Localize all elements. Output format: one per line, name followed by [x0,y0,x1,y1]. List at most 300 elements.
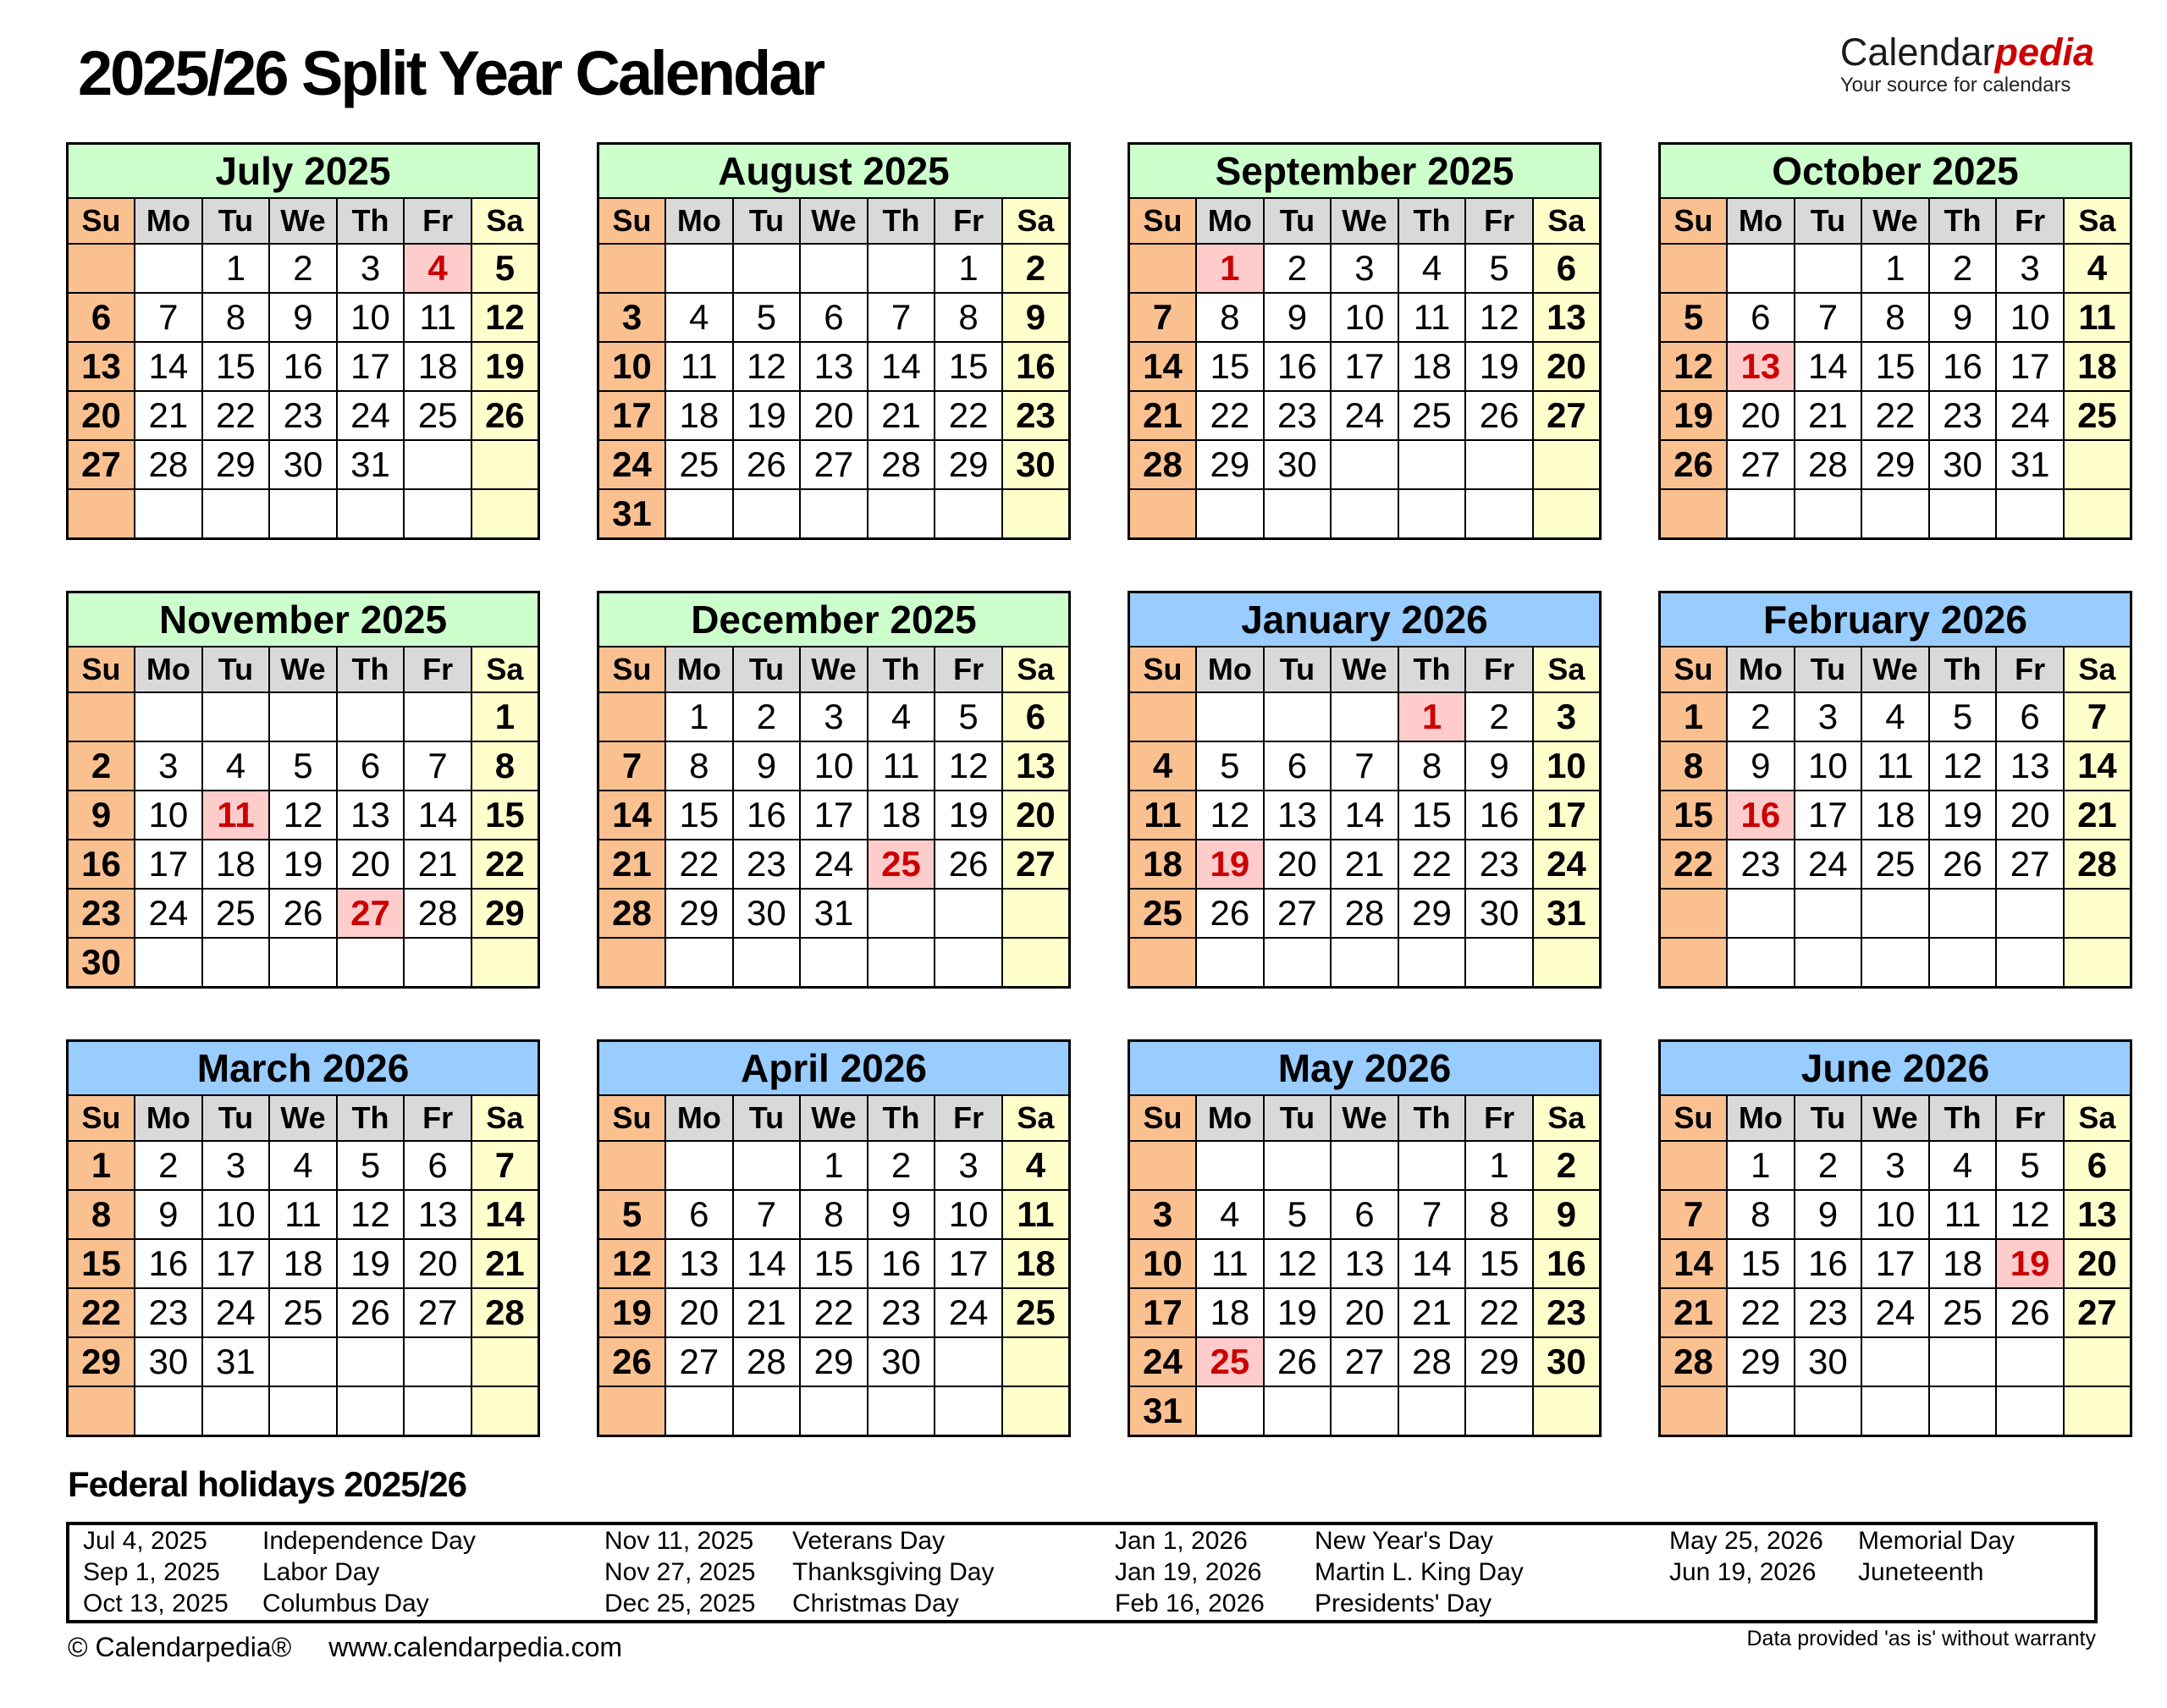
month-title: February 2026 [1660,592,2131,647]
weekday-header-fr: Fr [935,198,1002,244]
empty-day-cell [1996,1337,2064,1386]
day-cell: 16 [1264,342,1332,391]
holiday-date: Sep 1, 2025 [83,1557,220,1586]
day-cell: 7 [1795,293,1862,342]
weekday-header-mo: Mo [1196,647,1264,692]
day-cell: 14 [598,791,666,840]
day-cell: 8 [1727,1190,1795,1239]
empty-day-cell [1861,489,1929,539]
day-cell: 28 [1129,440,1197,489]
day-cell: 11 [1861,741,1929,791]
holiday-day-cell: 1 [1196,244,1264,293]
day-cell: 14 [733,1239,801,1288]
day-cell: 18 [202,840,270,889]
day-cell: 7 [733,1190,801,1239]
day-cell: 14 [135,342,202,391]
day-cell: 19 [598,1288,666,1337]
day-cell: 22 [68,1288,135,1337]
empty-day-cell [1196,938,1264,988]
empty-day-cell [935,1337,1002,1386]
day-cell: 17 [935,1239,1002,1288]
day-cell: 2 [1795,1141,1862,1190]
day-cell: 7 [1660,1190,1728,1239]
weekday-header-tu: Tu [202,198,270,244]
empty-day-cell [1727,889,1795,938]
day-cell: 8 [1196,293,1264,342]
day-cell: 19 [733,391,801,440]
day-cell: 29 [471,889,539,938]
day-cell: 19 [1465,342,1533,391]
day-cell: 28 [1331,889,1398,938]
day-cell: 26 [471,391,539,440]
weekday-header-th: Th [1398,1095,1466,1141]
day-cell: 10 [337,293,405,342]
day-cell: 5 [598,1190,666,1239]
empty-day-cell [1002,938,1070,988]
weekday-header-th: Th [1929,647,1997,692]
day-cell: 7 [1331,741,1398,791]
weekday-header-fr: Fr [1465,647,1533,692]
day-cell: 8 [1398,741,1466,791]
day-cell: 18 [665,391,733,440]
day-cell: 11 [1129,791,1197,840]
empty-day-cell [1129,938,1197,988]
holiday-date: May 25, 2026 [1669,1526,1823,1555]
empty-day-cell [1533,489,1601,539]
day-cell: 6 [800,293,868,342]
day-cell: 30 [1002,440,1070,489]
holiday-day-cell: 1 [1398,692,1466,741]
day-cell: 30 [868,1337,935,1386]
day-cell: 9 [1727,741,1795,791]
day-cell: 17 [1129,1288,1197,1337]
day-cell: 7 [598,741,666,791]
day-cell: 10 [1795,741,1862,791]
day-cell: 28 [135,440,202,489]
day-cell: 29 [800,1337,868,1386]
day-cell: 15 [1660,791,1728,840]
weekday-header-we: We [1861,1095,1929,1141]
day-cell: 12 [471,293,539,342]
day-cell: 5 [471,244,539,293]
day-cell: 21 [471,1239,539,1288]
day-cell: 26 [1996,1288,2064,1337]
weekday-header-su: Su [68,647,135,692]
empty-day-cell [1196,1386,1264,1436]
month-calendar-february-2026 [1658,591,2132,989]
empty-day-cell [1196,1141,1264,1190]
month-calendar-june-2026 [1658,1039,2132,1437]
day-cell: 17 [1996,342,2064,391]
day-cell: 7 [1398,1190,1466,1239]
month-calendar-july-2025 [66,142,540,540]
day-cell: 23 [1929,391,1997,440]
day-cell: 26 [1929,840,1997,889]
day-cell: 28 [1398,1337,1466,1386]
months-grid [66,142,2132,1437]
day-cell: 31 [1996,440,2064,489]
empty-day-cell [665,489,733,539]
day-cell: 30 [269,440,337,489]
day-cell: 4 [1129,741,1197,791]
day-cell: 10 [1996,293,2064,342]
day-cell: 20 [1727,391,1795,440]
holiday-name: Memorial Day [1858,1526,2015,1555]
weekday-header-fr: Fr [1465,198,1533,244]
day-cell: 27 [1996,840,2064,889]
empty-day-cell [1533,938,1601,988]
day-cell: 9 [733,741,801,791]
month-calendar-november-2025 [66,591,540,989]
day-cell: 20 [337,840,405,889]
day-cell: 26 [1465,391,1533,440]
day-cell: 1 [1660,692,1728,741]
empty-day-cell [1929,489,1997,539]
day-cell: 17 [135,840,202,889]
day-cell: 13 [2064,1190,2131,1239]
day-cell: 7 [471,1141,539,1190]
day-cell: 18 [1929,1239,1997,1288]
empty-day-cell [868,938,935,988]
weekday-header-th: Th [337,1095,405,1141]
weekday-header-sa: Sa [1533,198,1601,244]
weekday-header-th: Th [1929,1095,1997,1141]
empty-day-cell [471,1337,539,1386]
day-cell: 29 [1465,1337,1533,1386]
weekday-header-su: Su [1660,1095,1728,1141]
day-cell: 30 [68,938,135,988]
empty-day-cell [935,489,1002,539]
day-cell: 21 [2064,791,2131,840]
empty-day-cell [471,489,539,539]
day-cell: 28 [1795,440,1862,489]
empty-day-cell [800,1386,868,1436]
day-cell: 12 [337,1190,405,1239]
weekday-header-sa: Sa [1002,1095,1070,1141]
day-cell: 3 [202,1141,270,1190]
empty-day-cell [337,692,405,741]
day-cell: 22 [1660,840,1728,889]
day-cell: 1 [68,1141,135,1190]
month-calendar-october-2025 [1658,142,2132,540]
day-cell: 21 [1660,1288,1728,1337]
day-cell: 15 [800,1239,868,1288]
empty-day-cell [1795,489,1862,539]
day-cell: 26 [269,889,337,938]
day-cell: 15 [202,342,270,391]
day-cell: 29 [1861,440,1929,489]
empty-day-cell [404,938,471,988]
day-cell: 15 [665,791,733,840]
day-cell: 12 [269,791,337,840]
day-cell: 20 [1264,840,1332,889]
day-cell: 20 [1533,342,1601,391]
day-cell: 16 [1795,1239,1862,1288]
holiday-date [1656,1589,1858,1622]
day-cell: 25 [2064,391,2131,440]
day-cell: 23 [1533,1288,1601,1337]
empty-day-cell [868,889,935,938]
day-cell: 2 [1002,244,1070,293]
day-cell: 15 [1398,791,1466,840]
empty-day-cell [2064,1386,2131,1436]
logo-brand-red: pedia [1994,30,2094,74]
day-cell: 4 [1398,244,1466,293]
day-cell: 2 [135,1141,202,1190]
weekday-header-th: Th [868,198,935,244]
empty-day-cell [1929,1386,1997,1436]
day-cell: 10 [1533,741,1601,791]
holiday-name: Presidents' Day [1315,1590,1492,1618]
holiday-row [68,1523,2096,1556]
day-cell: 22 [800,1288,868,1337]
day-cell: 24 [935,1288,1002,1337]
weekday-header-sa: Sa [471,1095,539,1141]
day-cell: 26 [1660,440,1728,489]
empty-day-cell [598,1386,666,1436]
day-cell: 14 [471,1190,539,1239]
weekday-header-fr: Fr [404,647,471,692]
empty-day-cell [1331,1141,1398,1190]
day-cell: 12 [598,1239,666,1288]
day-cell: 9 [135,1190,202,1239]
day-cell: 11 [1002,1190,1070,1239]
day-cell: 28 [868,440,935,489]
day-cell: 20 [68,391,135,440]
day-cell: 23 [1002,391,1070,440]
day-cell: 23 [1465,840,1533,889]
empty-day-cell [1398,489,1466,539]
weekday-header-su: Su [1660,198,1728,244]
empty-day-cell [733,1141,801,1190]
weekday-header-tu: Tu [1264,198,1332,244]
day-cell: 16 [1929,342,1997,391]
empty-day-cell [135,938,202,988]
day-cell: 3 [1996,244,2064,293]
weekday-header-tu: Tu [733,1095,801,1141]
empty-day-cell [135,1386,202,1436]
empty-day-cell [1929,889,1997,938]
day-cell: 11 [868,741,935,791]
logo-tagline: Your source for calendars [1839,74,2071,97]
month-calendar-may-2026 [1128,1039,1602,1437]
holiday-name: Columbus Day [262,1590,429,1618]
empty-day-cell [1929,938,1997,988]
empty-day-cell [1196,692,1264,741]
weekday-header-tu: Tu [202,1095,270,1141]
day-cell: 8 [935,293,1002,342]
day-cell: 30 [1465,889,1533,938]
holiday-day-cell: 16 [1727,791,1795,840]
empty-day-cell [1465,938,1533,988]
day-cell: 4 [665,293,733,342]
weekday-header-su: Su [68,198,135,244]
day-cell: 5 [1660,293,1728,342]
day-cell: 12 [1929,741,1997,791]
day-cell: 4 [1861,692,1929,741]
empty-day-cell [471,1386,539,1436]
month-calendar-september-2025 [1128,142,1602,540]
day-cell: 23 [868,1288,935,1337]
empty-day-cell [68,692,135,741]
empty-day-cell [404,1386,471,1436]
day-cell: 27 [404,1288,471,1337]
empty-day-cell [68,1386,135,1436]
weekday-header-th: Th [337,198,405,244]
day-cell: 13 [1331,1239,1398,1288]
month-calendar-august-2025 [597,142,1071,540]
weekday-header-th: Th [1398,647,1466,692]
day-cell: 29 [1196,440,1264,489]
day-cell: 20 [665,1288,733,1337]
day-cell: 4 [1196,1190,1264,1239]
empty-day-cell [1660,1386,1728,1436]
day-cell: 6 [2064,1141,2131,1190]
holiday-date: Nov 11, 2025 [604,1526,754,1555]
weekday-header-fr: Fr [404,198,471,244]
holiday-day-cell: 11 [202,791,270,840]
empty-day-cell [202,692,270,741]
empty-day-cell [1795,889,1862,938]
empty-day-cell [1861,1337,1929,1386]
empty-day-cell [665,1386,733,1436]
empty-day-cell [800,938,868,988]
day-cell: 17 [598,391,666,440]
empty-day-cell [1331,692,1398,741]
day-cell: 19 [471,342,539,391]
day-cell: 22 [1861,391,1929,440]
empty-day-cell [665,244,733,293]
holiday-date: Jun 19, 2026 [1669,1557,1817,1586]
day-cell: 18 [1398,342,1466,391]
empty-day-cell [1002,1337,1070,1386]
day-cell: 14 [404,791,471,840]
weekday-header-th: Th [1398,198,1466,244]
day-cell: 26 [1196,889,1264,938]
day-cell: 21 [868,391,935,440]
day-cell: 8 [471,741,539,791]
day-cell: 11 [1196,1239,1264,1288]
empty-day-cell [471,938,539,988]
empty-day-cell [1331,938,1398,988]
day-cell: 16 [135,1239,202,1288]
day-cell: 30 [733,889,801,938]
month-title: January 2026 [1129,592,1601,647]
day-cell: 8 [665,741,733,791]
day-cell: 21 [598,840,666,889]
empty-day-cell [1660,938,1728,988]
weekday-header-sa: Sa [471,198,539,244]
day-cell: 10 [135,791,202,840]
empty-day-cell [1129,489,1197,539]
empty-day-cell [202,938,270,988]
weekday-header-th: Th [337,647,405,692]
day-cell: 31 [202,1337,270,1386]
empty-day-cell [733,938,801,988]
day-cell: 1 [935,244,1002,293]
day-cell: 18 [1196,1288,1264,1337]
empty-day-cell [598,938,666,988]
day-cell: 19 [1660,391,1728,440]
day-cell: 16 [1465,791,1533,840]
logo-brand-black: Calendar [1839,30,1995,74]
empty-day-cell [337,1337,405,1386]
month-title: May 2026 [1129,1041,1601,1096]
weekday-header-sa: Sa [1002,198,1070,244]
federal-holidays-heading: Federal holidays 2025/26 [68,1464,466,1504]
empty-day-cell [1727,244,1795,293]
day-cell: 2 [1465,692,1533,741]
weekday-header-th: Th [868,1095,935,1141]
day-cell: 10 [1861,1190,1929,1239]
day-cell: 28 [598,889,666,938]
day-cell: 16 [733,791,801,840]
empty-day-cell [2064,440,2131,489]
empty-day-cell [1264,938,1332,988]
day-cell: 24 [1533,840,1601,889]
holiday-date: Nov 27, 2025 [604,1557,756,1586]
day-cell: 1 [1861,244,1929,293]
empty-day-cell [1129,244,1197,293]
day-cell: 1 [800,1141,868,1190]
empty-day-cell [1660,1141,1728,1190]
empty-day-cell [1398,440,1466,489]
weekday-header-fr: Fr [404,1095,471,1141]
day-cell: 29 [665,889,733,938]
day-cell: 6 [337,741,405,791]
empty-day-cell [404,489,471,539]
weekday-header-mo: Mo [1727,647,1795,692]
day-cell: 23 [135,1288,202,1337]
day-cell: 2 [733,692,801,741]
day-cell: 4 [1002,1141,1070,1190]
month-calendar-january-2026 [1128,591,1602,989]
day-cell: 30 [1795,1337,1862,1386]
weekday-header-we: We [1861,647,1929,692]
empty-day-cell [2064,938,2131,988]
day-cell: 1 [1727,1141,1795,1190]
day-cell: 20 [404,1239,471,1288]
empty-day-cell [1465,1386,1533,1436]
day-cell: 12 [1996,1190,2064,1239]
day-cell: 4 [868,692,935,741]
empty-day-cell [1002,889,1070,938]
weekday-header-we: We [269,647,337,692]
day-cell: 21 [1795,391,1862,440]
day-cell: 22 [1727,1288,1795,1337]
day-cell: 22 [202,391,270,440]
day-cell: 31 [800,889,868,938]
day-cell: 4 [2064,244,2131,293]
day-cell: 11 [404,293,471,342]
day-cell: 25 [202,889,270,938]
day-cell: 31 [598,489,666,539]
holiday-date: Dec 25, 2025 [604,1590,756,1618]
weekday-header-su: Su [598,1095,666,1141]
holiday-date: Feb 16, 2026 [1115,1590,1265,1618]
day-cell: 15 [1196,342,1264,391]
day-cell: 13 [1264,791,1332,840]
day-cell: 13 [800,342,868,391]
empty-day-cell [1727,938,1795,988]
day-cell: 20 [800,391,868,440]
day-cell: 8 [800,1190,868,1239]
weekday-header-tu: Tu [1795,1095,1862,1141]
day-cell: 3 [1861,1141,1929,1190]
empty-day-cell [202,489,270,539]
weekday-header-th: Th [1929,198,1997,244]
day-cell: 14 [1331,791,1398,840]
